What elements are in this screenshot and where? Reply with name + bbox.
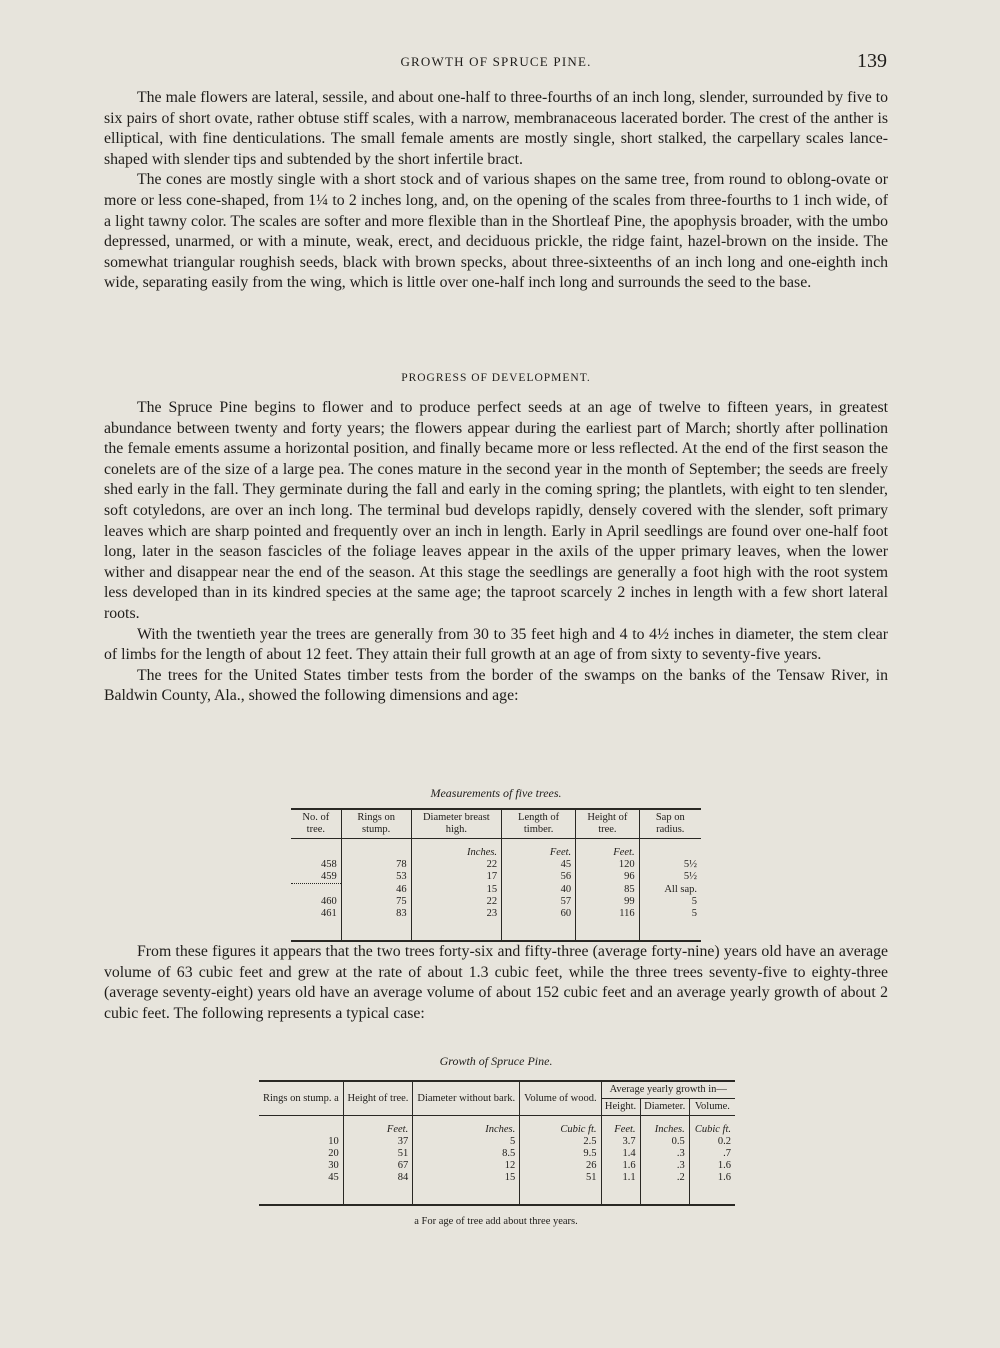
table-cell: 67 (343, 1160, 412, 1172)
table2-footnote: a For age of tree add about three years. (414, 1216, 578, 1227)
unit-cell (341, 839, 411, 860)
unit-cell: Cubic ft. (689, 1116, 735, 1137)
table-cell: All sap. (639, 884, 701, 896)
text-block-mid (104, 398, 888, 707)
table-row (259, 1148, 735, 1160)
col-header: Diameter. (640, 1099, 689, 1116)
paragraph-timber-tests: The trees for the United States timber tests from the border of the swamps on the banks of the Tensaw River, in Baldwin County, Ala., showed the following dimensions and age: (104, 666, 888, 705)
table-cell: 45 (328, 1172, 339, 1183)
section-heading: PROGRESS OF DEVELOPMENT. (401, 372, 591, 384)
table-measurements (291, 808, 701, 942)
table2-caption: Growth of Spruce Pine. (439, 1054, 553, 1068)
table-cell: 1.6 (601, 1160, 640, 1172)
table-cell: 15 (413, 1172, 520, 1184)
table-cell: 23 (411, 908, 501, 920)
table-cell: .3 (640, 1148, 689, 1160)
paragraph-flowering: The Spruce Pine begins to flower and to produce perfect seeds at an age of twelve to fifteen years, in greatest abundance between twenty and forty years; the flowers appear during the earliest part of March; shortly after pollination the female ements assume a horizontal position, and finally became more or less reflected. At the end of the first season the conelets are of the size of a large pea. The cones mature in the second year in the month of September; the seeds are freely shed early in the fall. They germinate during the fall and early in the coming spring; the plantlets, with eight to ten slender, soft cotyledons, are over an inch long. The terminal bud develops rapidly, densely covered with the slender, soft primary leaves which are sharp pointed and frequently over an inch in length. Early in April seedlings are found over one-half foot long, later in the season fascicles of the foliage leaves appear in the axils of the upper primary leaves, when the lower wither and disappear near the end of the season. At this stage the seedlings are generally a foot high with the root system less developed than in its kindred species at the same age; the taproot scarcely 2 inches in length with a few short lateral roots. (104, 399, 888, 622)
unit-cell (639, 839, 701, 860)
col-header: Volume. (689, 1099, 735, 1116)
table-cell: 458 (320, 859, 337, 870)
table-row (291, 859, 701, 871)
col-header: Rings on stump. a (259, 1081, 343, 1116)
table-cell: 40 (502, 884, 576, 896)
table-cell: 75 (341, 896, 411, 908)
table-cell: 22 (411, 859, 501, 871)
table-cell: 22 (411, 896, 501, 908)
table-cell: 26 (520, 1160, 601, 1172)
col-header: Diameter without bark. (413, 1081, 520, 1116)
table-cell: 0.2 (689, 1136, 735, 1148)
table-row (291, 896, 701, 908)
table-cell: 51 (343, 1148, 412, 1160)
table-cell: 1.6 (689, 1160, 735, 1172)
group-header: Average yearly growth in— (601, 1081, 735, 1099)
col-header: No. of tree. (291, 809, 341, 839)
unit-cell (291, 839, 341, 860)
col-header: Height. (601, 1099, 640, 1116)
unit-cell: Feet. (576, 839, 639, 860)
table-cell: 45 (502, 859, 576, 871)
table-row (259, 1160, 735, 1172)
col-header: Volume of wood. (520, 1081, 601, 1116)
table-cell: 30 (328, 1160, 339, 1171)
unit-cell (259, 1116, 343, 1137)
table-row (291, 871, 701, 884)
col-header: Diameter breast high. (411, 809, 501, 839)
table-cell: 5 (413, 1136, 520, 1148)
col-header: Length of timber. (502, 809, 576, 839)
table-cell: 78 (341, 859, 411, 871)
unit-cell: Inches. (413, 1116, 520, 1137)
table-cell: 15 (411, 884, 501, 896)
table-cell: .3 (640, 1160, 689, 1172)
table-cell: 85 (576, 884, 639, 896)
table1-caption: Measurements of five trees. (430, 786, 562, 800)
unit-cell: Feet. (502, 839, 576, 860)
table-row (291, 884, 701, 896)
text-block-top (104, 88, 888, 294)
table-row (291, 908, 701, 920)
table-growth (259, 1080, 735, 1206)
table-row (259, 1136, 735, 1148)
table-cell: 37 (343, 1136, 412, 1148)
table-cell: 12 (413, 1160, 520, 1172)
table-cell: 1.6 (689, 1172, 735, 1184)
unit-cell: Inches. (411, 839, 501, 860)
table-cell: 460 (320, 895, 337, 907)
unit-cell: Feet. (601, 1116, 640, 1137)
table-cell: 17 (411, 871, 501, 884)
table-cell: 2.5 (520, 1136, 601, 1148)
unit-cell: Feet. (343, 1116, 412, 1137)
page-number: 139 (857, 50, 887, 72)
table-cell: 53 (341, 871, 411, 884)
table-cell: 116 (576, 908, 639, 920)
paragraph-figures: From these figures it appears that the two trees forty-six and fifty-three (average forty-nine) years old have an average volume of 63 cubic feet and grew at the rate of about 1.3 cubic feet, while the three trees seventy-five to eighty-three (average seventy-eight) years old have an average volume of about 152 cubic feet and an average yearly growth of about 2 cubic feet. The following represents a typical case: (104, 943, 888, 1022)
table-cell: 10 (328, 1136, 339, 1147)
table-cell: 57 (502, 896, 576, 908)
paragraph-male-flowers: The male flowers are lateral, sessile, and about one-half to three-fourths of an inch long, slender, surrounded by five to six pairs of short ovate, rather obtuse stiff scales, with a narrow, membranaceous lacerated border. The crest of the anther is elliptical, with fine denticulations. The small female aments are mostly single, short stalked, the carpellary scales lance-shaped with slender tips and subtended by the short infertile bract. (104, 89, 888, 168)
table-cell: 5½ (639, 859, 701, 871)
running-head (105, 52, 887, 74)
table-cell: 96 (576, 871, 639, 884)
table-cell: 56 (502, 871, 576, 884)
col-header: Height of tree. (343, 1081, 412, 1116)
table-cell: 20 (328, 1148, 339, 1159)
paragraph-cones: The cones are mostly single with a short stock and of various shapes on the same tree, from round to oblong-ovate or more or less cone-shaped, from 1¼ to 2 inches long, and, on the opening of the scales from three-fourths to 1 inch wide, of a light tawny color. The scales are softer and more flexible than in the Shortleaf Pine, the apophysis broader, with the umbo depressed, unarmed, or with a minute, weak, erect, and deciduous prickle, the ridge faint, hazel-brown on the inside. The somewhat triangular roughish seeds, black with brown specks, about three-sixteenths of an inch long and one-eighth inch wide, separating easily from the wing, which is little over one-half inch long and surrounds the seed to the base. (104, 171, 888, 292)
col-header: Height of tree. (576, 809, 639, 839)
table-cell: 60 (502, 908, 576, 920)
table-row (259, 1172, 735, 1184)
table-cell: 99 (576, 896, 639, 908)
table-cell: 5 (639, 896, 701, 908)
table-cell: 1.4 (601, 1148, 640, 1160)
table-cell: 0.5 (640, 1136, 689, 1148)
paragraph-twentieth-year: With the twentieth year the trees are generally from 30 to 35 feet high and 4 to 4½ inches in diameter, the stem clear of limbs for the length of about 12 feet. They attain their full growth at an age of from sixty to seventy-five years. (104, 625, 888, 664)
unit-cell: Inches. (640, 1116, 689, 1137)
table-cell: 5½ (639, 871, 701, 884)
text-block-after (104, 942, 888, 1024)
table-cell: 8.5 (413, 1148, 520, 1160)
table-cell: 1.1 (601, 1172, 640, 1184)
table-cell: 120 (576, 859, 639, 871)
table-cell: 84 (343, 1172, 412, 1184)
running-title: GROWTH OF SPRUCE PINE. (400, 54, 592, 69)
col-header: Rings on stump. (341, 809, 411, 839)
table-cell: 461 (320, 907, 337, 919)
table-cell: 51 (520, 1172, 601, 1184)
table-cell: 459 (291, 871, 341, 884)
unit-cell: Cubic ft. (520, 1116, 601, 1137)
col-header: Sap on radius. (639, 809, 701, 839)
table-cell: 83 (341, 908, 411, 920)
table-cell: .2 (640, 1172, 689, 1184)
table-cell: .7 (689, 1148, 735, 1160)
table-cell: 9.5 (520, 1148, 601, 1160)
table-cell: 5 (639, 908, 701, 920)
table-cell: 3.7 (601, 1136, 640, 1148)
table-cell: 46 (341, 884, 411, 896)
table-cell (291, 884, 341, 896)
